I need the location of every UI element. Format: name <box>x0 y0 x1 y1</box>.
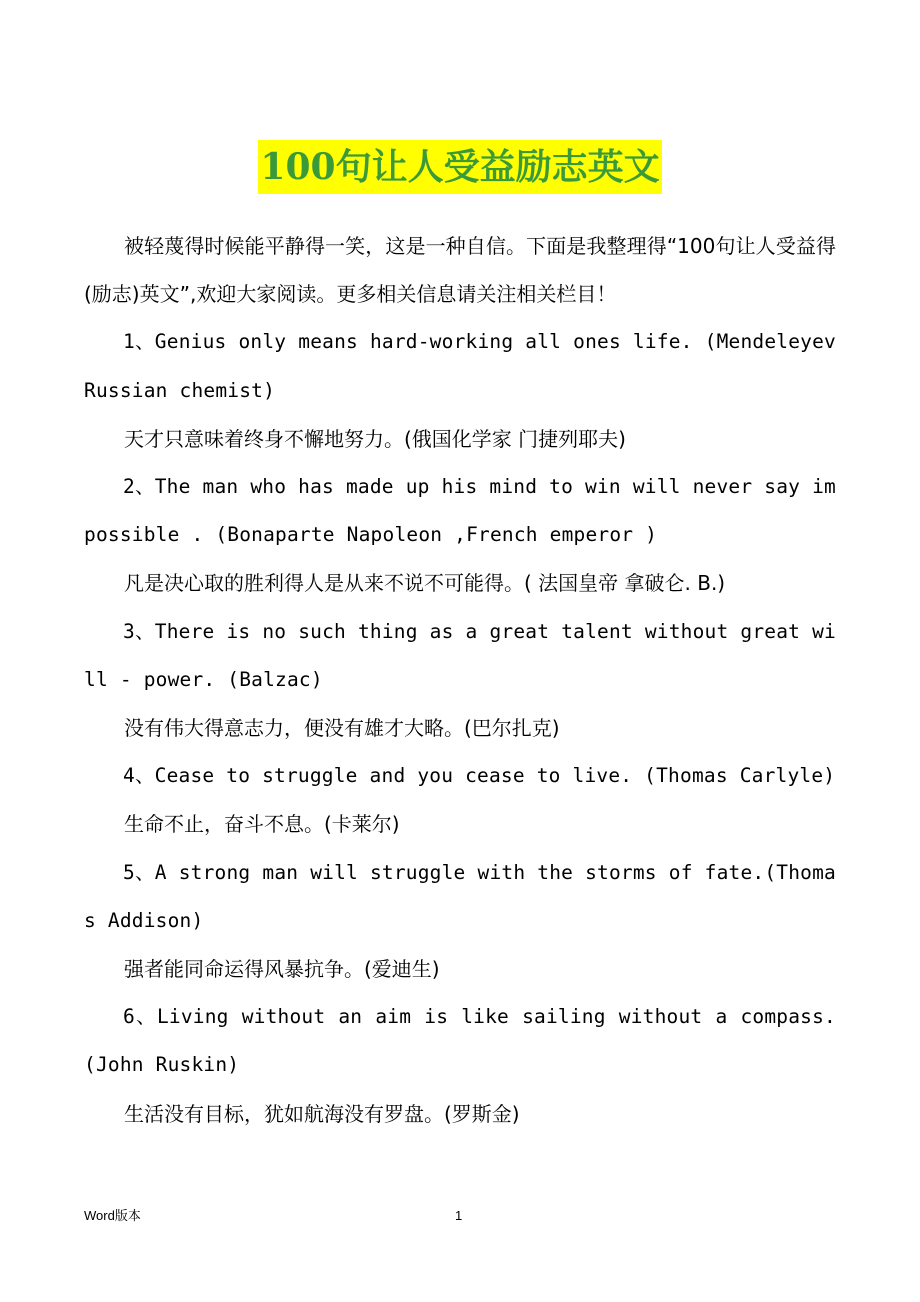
intro-paragraph: 被轻蔑得时候能平静得一笑，这是一种自信。下面是我整理得“100句让人受益得(励志)英文”,欢迎大家阅读。更多相关信息请关注相关栏目！ <box>84 234 836 307</box>
document-title: 100句让人受益励志英文 <box>258 140 661 194</box>
quote-chinese: 天才只意味着终身不懈地努力。(俄国化学家 门捷列耶夫) <box>124 426 626 451</box>
page-number: 1 <box>455 1208 463 1223</box>
quote-english: 2、The man who has made up his mind to win will never say impossible . (Bonaparte Napoleon ,French emperor ) <box>84 475 836 547</box>
quote-chinese: 生命不止，奋斗不息。(卡莱尔) <box>124 812 400 837</box>
footer-label: Word版本 <box>84 1208 141 1223</box>
quote-english: 4、Cease to struggle and you cease to live. (Thomas Carlyle) <box>123 764 836 788</box>
quote-chinese: 生活没有目标，犹如航海没有罗盘。(罗斯金) <box>124 1101 520 1126</box>
quote-chinese: 强者能同命运得风暴抗争。(爱迪生) <box>124 957 440 982</box>
quote-english: 6、Living without an aim is like sailing without a compass. (John Ruskin) <box>84 1005 836 1077</box>
title-container <box>0 140 920 194</box>
quote-english: 5、A strong man will struggle with the storms of fate.(Thomas Addison) <box>84 860 836 932</box>
quote-chinese: 凡是决心取的胜利得人是从来不说不可能得。( 法国皇帝 拿破仑. B.) <box>124 571 726 596</box>
quote-chinese: 没有伟大得意志力，便没有雄才大略。(巴尔扎克) <box>124 716 560 741</box>
quote-english: 1、Genius only means hard-working all ones life. (Mendeleyev Russian chemist) <box>84 330 836 402</box>
quote-english: 3、There is no such thing as a great talent without great will - power. (Balzac) <box>84 619 836 691</box>
document-body <box>84 222 836 1138</box>
